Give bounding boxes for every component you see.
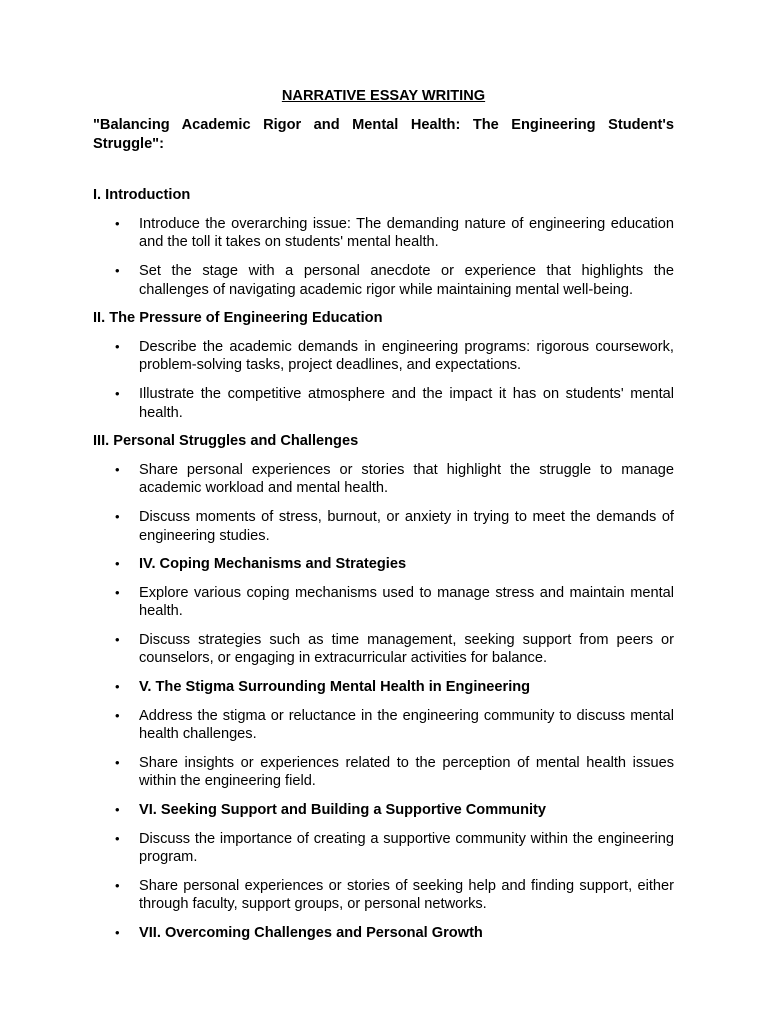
- list-item: • Set the stage with a personal anecdote or experience that highlights the challenges of navigating academic rigor while maintaining mental well-being.: [115, 262, 674, 298]
- bullet-icon: •: [115, 461, 120, 477]
- section-heading-introduction: I. Introduction: [93, 187, 191, 204]
- bullet-icon: •: [115, 802, 120, 818]
- bullet-icon: •: [115, 262, 120, 278]
- bullet-icon: •: [115, 584, 120, 600]
- pressure-list: [93, 338, 674, 422]
- bullet-icon: •: [115, 679, 120, 695]
- list-item: • Share personal experiences or stories that highlight the struggle to manage academic workload and mental health.: [115, 461, 674, 497]
- bullet-icon: •: [115, 508, 120, 524]
- list-item: • Introduce the overarching issue: The demanding nature of engineering education and the toll it takes on students' mental health.: [115, 215, 674, 251]
- list-item: • Illustrate the competitive atmosphere and the impact it has on students' mental health.: [115, 385, 674, 421]
- section-heading-support: • VI. Seeking Support and Building a Supportive Community: [115, 802, 547, 819]
- list-item: • Discuss the importance of creating a supportive community within the engineering program.: [115, 830, 674, 866]
- document-content: [93, 87, 674, 943]
- list-item: • Share personal experiences or stories of seeking help and finding support, either through faculty, support groups, or personal networks.: [115, 877, 674, 913]
- introduction-list: [93, 215, 674, 299]
- bullet-icon: •: [115, 631, 120, 647]
- bullet-icon: •: [115, 830, 120, 846]
- list-item: • Describe the academic demands in engineering programs: rigorous coursework, problem-solving tasks, project deadlines, and expectations.: [115, 338, 674, 374]
- bullet-icon: •: [115, 338, 120, 354]
- bullet-icon: •: [115, 707, 120, 723]
- document-title: NARRATIVE ESSAY WRITING: [281, 88, 486, 104]
- section-heading-coping: • IV. Coping Mechanisms and Strategies: [115, 556, 407, 573]
- section-heading-stigma: • V. The Stigma Surrounding Mental Health in Engineering: [115, 679, 531, 696]
- bullet-icon: •: [115, 754, 120, 770]
- bullet-icon: •: [115, 877, 120, 893]
- list-item: • Discuss moments of stress, burnout, or anxiety in trying to meet the demands of engineering studies.: [115, 508, 674, 544]
- list-item: • Explore various coping mechanisms used to manage stress and maintain mental health.: [115, 584, 674, 620]
- struggles-list: [93, 461, 674, 943]
- bullet-icon: •: [115, 215, 120, 231]
- essay-subtitle: "Balancing Academic Rigor and Mental Health: The Engineering Student's Struggle":: [93, 117, 674, 152]
- section-heading-growth: • VII. Overcoming Challenges and Personal Growth: [115, 925, 483, 941]
- list-item: • Address the stigma or reluctance in the engineering community to discuss mental health challenges.: [115, 707, 674, 743]
- bullet-icon: •: [115, 925, 120, 940]
- list-item: • Share insights or experiences related to the perception of mental health issues within the engineering field.: [115, 754, 674, 790]
- section-heading-struggles: III. Personal Struggles and Challenges: [93, 433, 359, 450]
- bullet-icon: •: [115, 385, 120, 401]
- list-item: • Discuss strategies such as time management, seeking support from peers or counselors, or engaging in extracurricular activities for balance.: [115, 631, 674, 667]
- section-heading-pressure: II. The Pressure of Engineering Education: [93, 310, 383, 327]
- bullet-icon: •: [115, 556, 120, 572]
